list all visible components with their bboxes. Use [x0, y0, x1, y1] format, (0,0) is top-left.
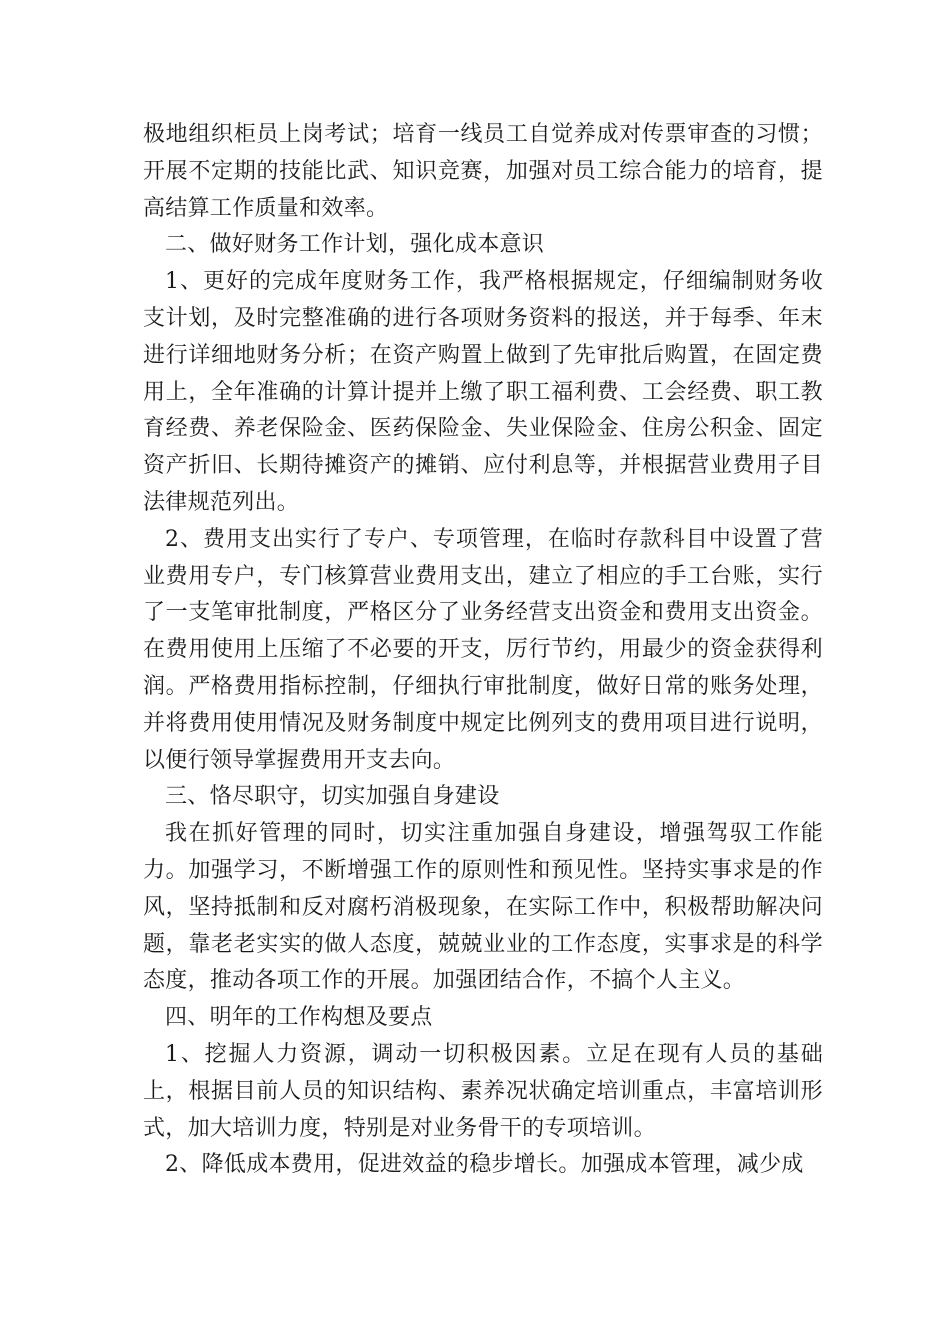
paragraph-2-2: 2、费用支出实行了专户、专项管理，在临时存款科目中设置了营业费用专户，专门核算营业费用支出，建立了相应的手工台账，实行了一支笔审批制度，严格区分了业务经营支出资金和费用支出资金。在费用使用上压缩了不必要的开支，厉行节约，用最少的资金获得利润。严格费用指标控制，仔细执行审批制度，做好日常的账务处理，并将费用使用情况及财务制度中规定比例列支的费用项目进行说明，以便行领导掌握费用开支去向。 [143, 526, 823, 773]
paragraph-4-1: 1、挖掘人力资源，调动一切积极因素。立足在现有人员的基础上，根据目前人员的知识结构、素养况状确定培训重点，丰富培训形式，加大培训力度，特别是对业务骨干的专项培训。 [143, 1041, 823, 1141]
paragraph-2-1: 1、更好的完成年度财务工作，我严格根据规定，仔细编制财务收支计划，及时完整准确的进行各项财务资料的报送，并于每季、年末进行详细地财务分析；在资产购置上做到了先审批后购置，在固定费用上，全年准确的计算计提并上缴了职工福利费、工会经费、职工教育经费、养老保险金、医药保险金、失业保险金、住房公积金、固定资产折旧、长期待摊资产的摊销、应付利息等，并根据营业费用子目法律规范列出。 [143, 269, 823, 515]
paragraph-continued: 极地组织柜员上岗考试；培育一线员工自觉养成对传票审查的习惯；开展不定期的技能比武、知识竞赛，加强对员工综合能力的培育，提高结算工作质量和效率。 [143, 122, 823, 221]
section-heading-3: 三、恪尽职守，切实加强自身建设 [165, 784, 500, 810]
paragraph-4-2: 2、降低成本费用，促进效益的稳步增长。加强成本管理，减少成 [165, 1152, 804, 1178]
section-heading-4: 四、明年的工作构想及要点 [165, 1005, 433, 1031]
document-page [143, 117, 823, 1184]
paragraph-3-1: 我在抓好管理的同时，切实注重加强自身建设，增强驾驭工作能力。加强学习，不断增强工作的原则性和预见性。坚持实事求是的作风，坚持抵制和反对腐朽消极现象，在实际工作中，积极帮助解决问题，靠老老实实的做人态度，兢兢业业的工作态度，实事求是的科学态度，推动各项工作的开展。加强团结合作，不搞个人主义。 [143, 821, 823, 994]
section-heading-2: 二、做好财务工作计划，强化成本意识 [165, 232, 545, 258]
